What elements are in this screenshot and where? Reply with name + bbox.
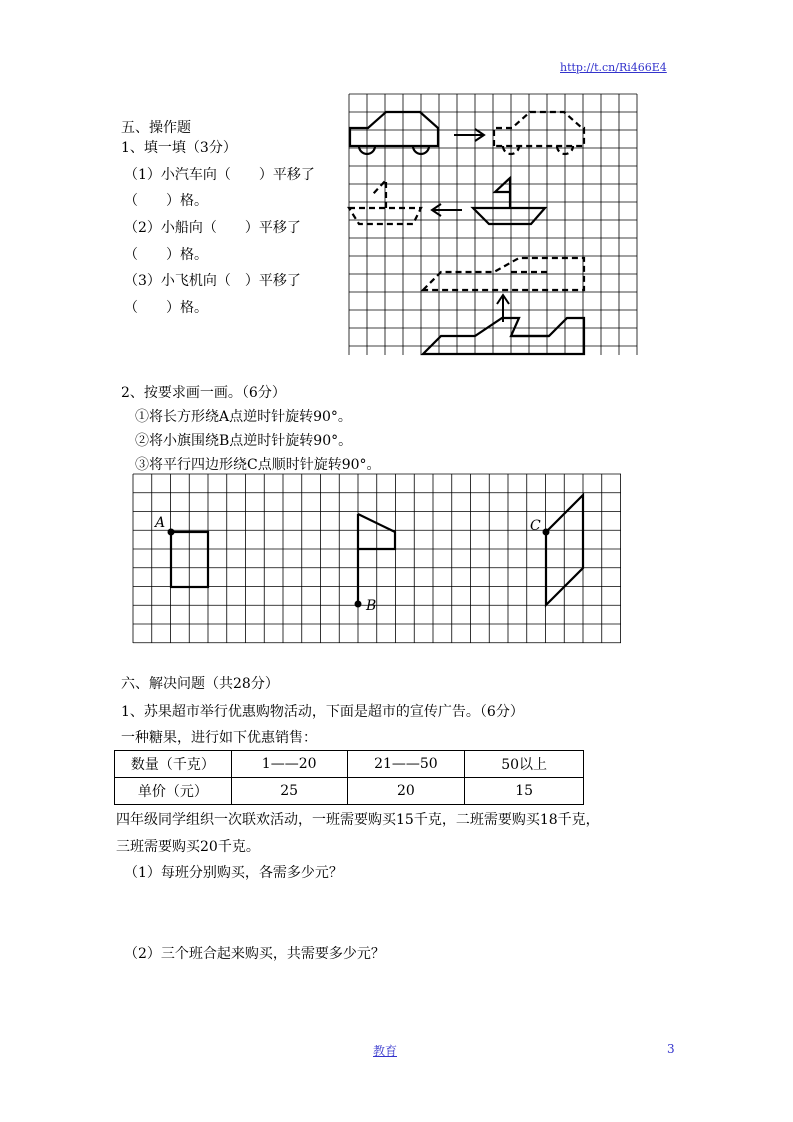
section5-title: 五、操作题	[121, 120, 191, 136]
boat-shape	[473, 178, 545, 224]
arrow-left-icon	[432, 204, 462, 216]
price-table	[114, 750, 584, 805]
s6-q1-intro: 一种糖果，进行如下优惠销售：	[121, 730, 317, 746]
header-link[interactable]: http://t.cn/Ri466E4	[560, 61, 667, 74]
arrow-right-icon	[454, 129, 484, 141]
q2-item-1: ①将长方形绕A点逆时针旋转90°。	[135, 409, 352, 425]
plane-shape	[423, 318, 584, 354]
q1-line-3: （2）小船向（ ）平移了	[124, 220, 301, 236]
s6-sub-1: （1）每班分别购买，各需多少元？	[124, 865, 343, 881]
q1-title: 1、填一填（3分）	[121, 140, 237, 156]
table-row	[115, 751, 584, 778]
q2-title: 2、按要求画一画。（6分）	[121, 385, 286, 401]
table-cell: 50以上	[465, 751, 584, 778]
q2-item-3: ③将平行四边形绕C点顺时针旋转90°。	[135, 457, 381, 473]
q1-line-4: （ ）格。	[124, 247, 208, 263]
table-cell: 1——20	[231, 751, 347, 778]
section6-title: 六、解决问题（共28分）	[121, 676, 279, 692]
point-b	[355, 601, 362, 608]
table-cell: 单价（元）	[115, 778, 232, 805]
q1-line-2: （ ）格。	[124, 193, 208, 209]
label-c: C	[530, 518, 541, 534]
table-row	[115, 778, 584, 805]
s6-q1-title: 1、苏果超市举行优惠购物活动，下面是超市的宣传广告。（6分）	[121, 704, 524, 720]
q2-item-2: ②将小旗围绕B点逆时针旋转90°。	[135, 433, 353, 449]
rotation-grid	[133, 474, 623, 646]
s6-desc-line-1: 四年级同学组织一次联欢活动，一班需要购买15千克，二班需要购买18千克，	[116, 812, 600, 828]
table-cell: 21——50	[347, 751, 465, 778]
table-cell: 25	[231, 778, 347, 805]
table-cell: 20	[347, 778, 465, 805]
s6-desc-line-2: 三班需要购买20千克。	[116, 839, 260, 855]
label-a: A	[155, 515, 166, 531]
label-b: B	[366, 598, 377, 614]
q1-line-6: （ ）格。	[124, 300, 208, 316]
translation-grid	[349, 94, 639, 356]
point-a	[168, 529, 175, 536]
point-c	[543, 529, 550, 536]
q1-line-5: （3）小飞机向（ ）平移了	[124, 273, 301, 289]
page-number: 3	[667, 1042, 675, 1056]
table-cell: 15	[465, 778, 584, 805]
s6-sub-2: （2）三个班合起来购买，共需要多少元？	[124, 946, 385, 962]
q1-line-1: （1）小汽车向（ ）平移了	[124, 167, 315, 183]
footer-link[interactable]: 教育	[373, 1044, 398, 1058]
table-cell: 数量（千克）	[115, 751, 232, 778]
